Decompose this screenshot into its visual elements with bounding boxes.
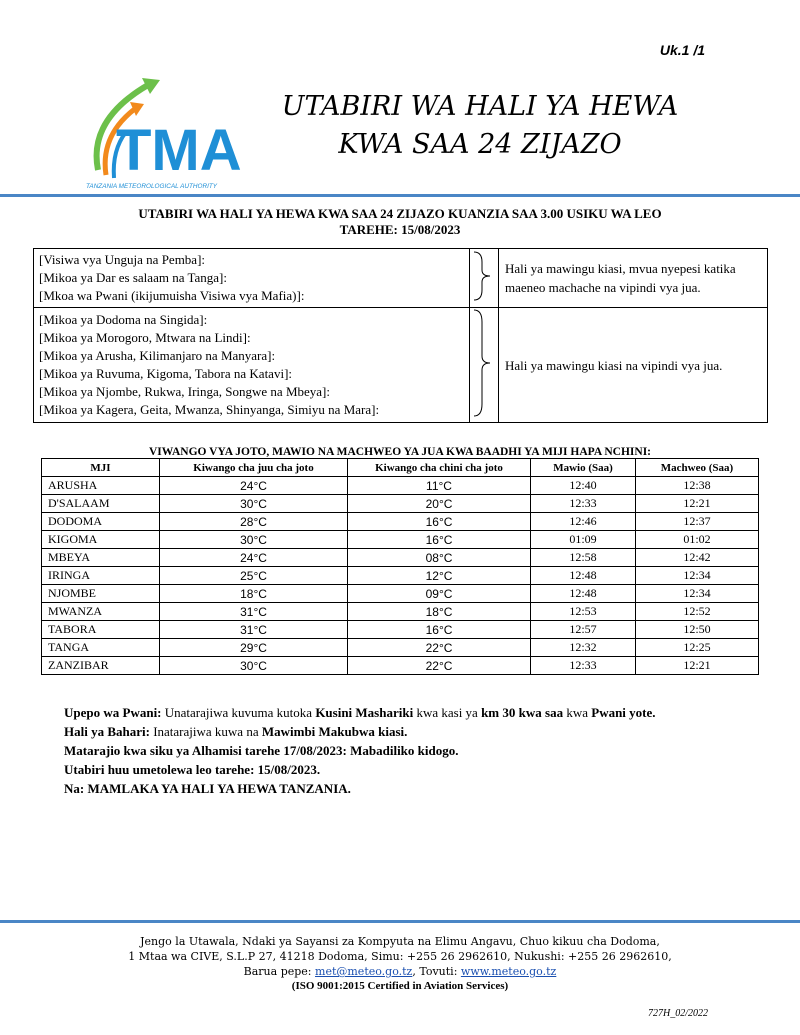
table-row	[42, 621, 759, 639]
header-divider	[0, 194, 800, 197]
region-areas	[34, 308, 470, 423]
regional-forecast-table	[33, 248, 768, 423]
region-area: [Mikoa ya Dar es salaam na Tanga]:	[39, 270, 227, 285]
region-row	[34, 249, 768, 308]
cell-max-temp: 30°C	[160, 531, 348, 549]
cell-sunrise: 12:57	[531, 621, 636, 639]
cell-min-temp: 18°C	[348, 603, 531, 621]
cell-min-temp: 16°C	[348, 513, 531, 531]
sea-note	[64, 722, 704, 741]
wind-area: Pwani yote.	[591, 705, 656, 720]
cell-sunset: 12:34	[636, 567, 759, 585]
cell-sunrise: 12:40	[531, 477, 636, 495]
web-label: , Tovuti:	[412, 965, 461, 978]
cell-min-temp: 16°C	[348, 531, 531, 549]
region-area: [Mikoa ya Arusha, Kilimanjaro na Manyara]:	[39, 348, 276, 363]
website-link[interactable]: www.meteo.go.tz	[460, 965, 557, 978]
region-area: [Mikoa ya Kagera, Geita, Mwanza, Shinyanga, Simiyu na Mara]:	[39, 402, 380, 417]
forecast-notes	[64, 703, 704, 798]
issued-note	[64, 760, 704, 779]
brace-icon	[470, 249, 499, 308]
cell-sunrise: 12:58	[531, 549, 636, 567]
sea-state: Mawimbi Makubwa kiasi.	[261, 724, 408, 739]
cell-min-temp: 11°C	[348, 477, 531, 495]
wind-text: kwa kasi ya	[413, 705, 482, 720]
cell-sunset: 12:50	[636, 621, 759, 639]
col-header-min-temp: Kiwango cha chini cha joto	[348, 459, 531, 477]
footer-address-2: 1 Mtaa wa CIVE, S.L.P 27, 41218 Dodoma, Simu: +255 26 2962610, Nukushi: +255 26 2962610,	[128, 950, 672, 963]
table-row	[42, 603, 759, 621]
wind-text: kwa	[563, 705, 592, 720]
signed-text: Na: MAMLAKA YA HALI YA HEWA TANZANIA.	[64, 781, 351, 796]
region-areas	[34, 249, 470, 308]
sea-label: Hali ya Bahari:	[64, 724, 150, 739]
region-forecast: Hali ya mawingu kiasi na vipindi vya jua.	[499, 308, 768, 423]
cell-min-temp: 09°C	[348, 585, 531, 603]
cell-sunset: 12:25	[636, 639, 759, 657]
cell-sunrise: 12:53	[531, 603, 636, 621]
footer-divider	[0, 920, 800, 923]
svg-text:TMA: TMA	[116, 118, 242, 183]
cell-min-temp: 22°C	[348, 639, 531, 657]
region-area: [Visiwa vya Unguja na Pemba]:	[39, 252, 206, 267]
table-row	[42, 549, 759, 567]
region-area: [Mikoa ya Njombe, Rukwa, Iringa, Songwe na Mbeya]:	[39, 384, 330, 399]
wind-text: Unatarajiwa kuvuma kutoka	[161, 705, 316, 720]
cell-min-temp: 08°C	[348, 549, 531, 567]
region-forecast: Hali ya mawingu kiasi, mvua nyepesi katika maeneo machache na vipindi vya jua.	[499, 249, 768, 308]
col-header-sunrise: Mawio (Saa)	[531, 459, 636, 477]
table-row	[42, 495, 759, 513]
temperature-table	[41, 458, 759, 675]
outlook-text: Matarajio kwa siku ya Alhamisi tarehe 17/08/2023: Mabadiliko kidogo.	[64, 743, 459, 758]
cell-city: KIGOMA	[42, 531, 160, 549]
wind-label: Upepo wa Pwani:	[64, 705, 162, 720]
cell-sunset: 12:21	[636, 495, 759, 513]
footer-address-1: Jengo la Utawala, Ndaki ya Sayansi za Kompyuta na Elimu Angavu, Chuo kikuu cha Dodoma,	[140, 935, 660, 948]
cell-max-temp: 31°C	[160, 621, 348, 639]
cell-city: IRINGA	[42, 567, 160, 585]
cell-max-temp: 24°C	[160, 549, 348, 567]
cell-sunrise: 12:33	[531, 495, 636, 513]
cell-sunrise: 12:48	[531, 567, 636, 585]
cell-sunrise: 12:32	[531, 639, 636, 657]
cell-max-temp: 29°C	[160, 639, 348, 657]
cell-sunset: 12:34	[636, 585, 759, 603]
wind-speed: km 30 kwa saa	[481, 705, 564, 720]
region-area: [Mikoa ya Ruvuma, Kigoma, Tabora na Katavi]:	[39, 366, 293, 381]
cell-max-temp: 18°C	[160, 585, 348, 603]
email-label: Barua pepe:	[243, 965, 316, 978]
temperature-table-title: VIWANGO VYA JOTO, MAWIO NA MACHWEO YA JUA KWA BAADHI YA MIJI HAPA NCHINI:	[148, 446, 652, 458]
cell-sunset: 12:42	[636, 549, 759, 567]
sea-text: Inatarajiwa kuwa na	[149, 724, 262, 739]
cell-sunset: 12:52	[636, 603, 759, 621]
tma-logo	[78, 70, 253, 195]
cell-max-temp: 24°C	[160, 477, 348, 495]
table-header-row	[42, 459, 759, 477]
col-header-sunset: Machweo (Saa)	[636, 459, 759, 477]
region-area: [Mikoa ya Dodoma na Singida]:	[39, 312, 208, 327]
cell-max-temp: 25°C	[160, 567, 348, 585]
footer-contacts	[0, 964, 800, 979]
cell-city: D'SALAAM	[42, 495, 160, 513]
cell-min-temp: 16°C	[348, 621, 531, 639]
region-row	[34, 308, 768, 423]
brace-icon	[470, 308, 499, 423]
certification: (ISO 9001:2015 Certified in Aviation Services)	[291, 980, 509, 992]
cell-city: ZANZIBAR	[42, 657, 160, 675]
region-area: [Mikoa ya Morogoro, Mtwara na Lindi]:	[39, 330, 251, 345]
cell-min-temp: 20°C	[348, 495, 531, 513]
table-row	[42, 513, 759, 531]
cell-min-temp: 22°C	[348, 657, 531, 675]
wind-direction: Kusini Mashariki	[315, 705, 414, 720]
cell-sunrise: 12:46	[531, 513, 636, 531]
col-header-city: MJI	[42, 459, 160, 477]
cell-city: MWANZA	[42, 603, 160, 621]
cell-sunrise: 12:33	[531, 657, 636, 675]
issued-text: Utabiri huu umetolewa leo tarehe: 15/08/2023.	[64, 762, 321, 777]
footer	[0, 934, 800, 994]
form-code: 727H_02/2022	[648, 1008, 708, 1019]
cell-city: TANGA	[42, 639, 160, 657]
table-row	[42, 531, 759, 549]
cell-max-temp: 31°C	[160, 603, 348, 621]
email-link[interactable]: met@meteo.go.tz	[315, 965, 413, 978]
page-reference: Uk.1 /1	[659, 42, 705, 58]
cell-sunset: 01:02	[636, 531, 759, 549]
table-row	[42, 567, 759, 585]
signed-note	[64, 779, 704, 798]
title-line-1: UTABIRI WA HALI YA HEWA	[281, 91, 679, 122]
cell-city: TABORA	[42, 621, 160, 639]
forecast-date: TAREHE: 15/08/2023	[339, 222, 461, 237]
cell-max-temp: 30°C	[160, 495, 348, 513]
cell-max-temp: 30°C	[160, 657, 348, 675]
cell-sunset: 12:21	[636, 657, 759, 675]
table-row	[42, 477, 759, 495]
logo-subtitle: TANZANIA METEOROLOGICAL AUTHORITY	[86, 183, 218, 190]
forecast-heading: UTABIRI WA HALI YA HEWA KWA SAA 24 ZIJAZO KUANZIA SAA 3.00 USIKU WA LEO	[138, 206, 662, 221]
cell-sunrise: 01:09	[531, 531, 636, 549]
table-row	[42, 585, 759, 603]
cell-city: DODOMA	[42, 513, 160, 531]
title-line-2: KWA SAA 24 ZIJAZO	[338, 129, 622, 160]
cell-city: MBEYA	[42, 549, 160, 567]
region-area: [Mkoa wa Pwani (ikijumuisha Visiwa vya Mafia)]:	[39, 288, 305, 303]
cell-max-temp: 28°C	[160, 513, 348, 531]
cell-sunrise: 12:48	[531, 585, 636, 603]
col-header-max-temp: Kiwango cha juu cha joto	[160, 459, 348, 477]
wind-note	[64, 703, 704, 722]
cell-sunset: 12:37	[636, 513, 759, 531]
page-title	[240, 88, 720, 164]
cell-sunset: 12:38	[636, 477, 759, 495]
outlook-note	[64, 741, 704, 760]
cell-min-temp: 12°C	[348, 567, 531, 585]
cell-city: NJOMBE	[42, 585, 160, 603]
table-row	[42, 639, 759, 657]
table-row	[42, 657, 759, 675]
cell-city: ARUSHA	[42, 477, 160, 495]
